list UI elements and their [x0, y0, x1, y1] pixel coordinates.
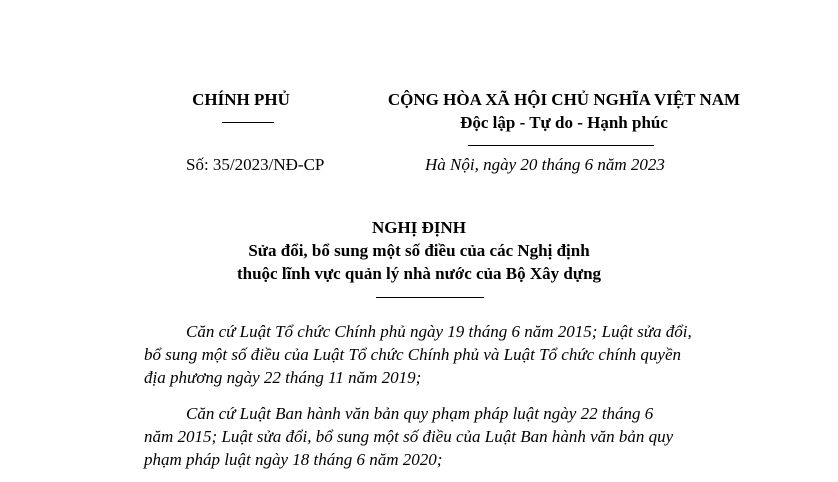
paragraph-line: năm 2015; Luật sửa đổi, bổ sung một số điều của Luật Ban hành văn bản quy: [144, 427, 674, 446]
paragraph-line: Căn cứ Luật Ban hành văn bản quy phạm pháp luật ngày 22 tháng 6: [186, 404, 654, 423]
country-name: CỘNG HÒA XÃ HỘI CHỦ NGHĨA VIỆT NAM: [387, 90, 741, 109]
document-number: Số: 35/2023/NĐ-CP: [186, 155, 325, 174]
paragraph-line: phạm pháp luật ngày 18 tháng 6 năm 2020;: [144, 450, 443, 469]
paragraph-line: địa phương ngày 22 tháng 11 năm 2019;: [144, 368, 422, 387]
issuer-name: CHÍNH PHỦ: [192, 90, 290, 109]
issuer-underline: [222, 122, 274, 123]
motto-underline: [468, 145, 654, 146]
paragraph-line: Căn cứ Luật Tổ chức Chính phủ ngày 19 tháng 6 năm 2015; Luật sửa đổi,: [186, 322, 692, 341]
paragraph-line: bổ sung một số điều của Luật Tổ chức Chính phủ và Luật Tổ chức chính quyền: [144, 345, 682, 364]
place-and-date: Hà Nội, ngày 20 tháng 6 năm 2023: [425, 155, 665, 174]
document-subtitle-line-2: thuộc lĩnh vực quản lý nhà nước của Bộ Xây dựng: [236, 264, 602, 283]
title-underline: [376, 297, 484, 298]
document-subtitle-line-1: Sửa đổi, bổ sung một số điều của các Nghị định: [248, 241, 590, 260]
document-type: NGHỊ ĐỊNH: [372, 218, 466, 237]
national-motto: Độc lập - Tự do - Hạnh phúc: [460, 113, 668, 132]
